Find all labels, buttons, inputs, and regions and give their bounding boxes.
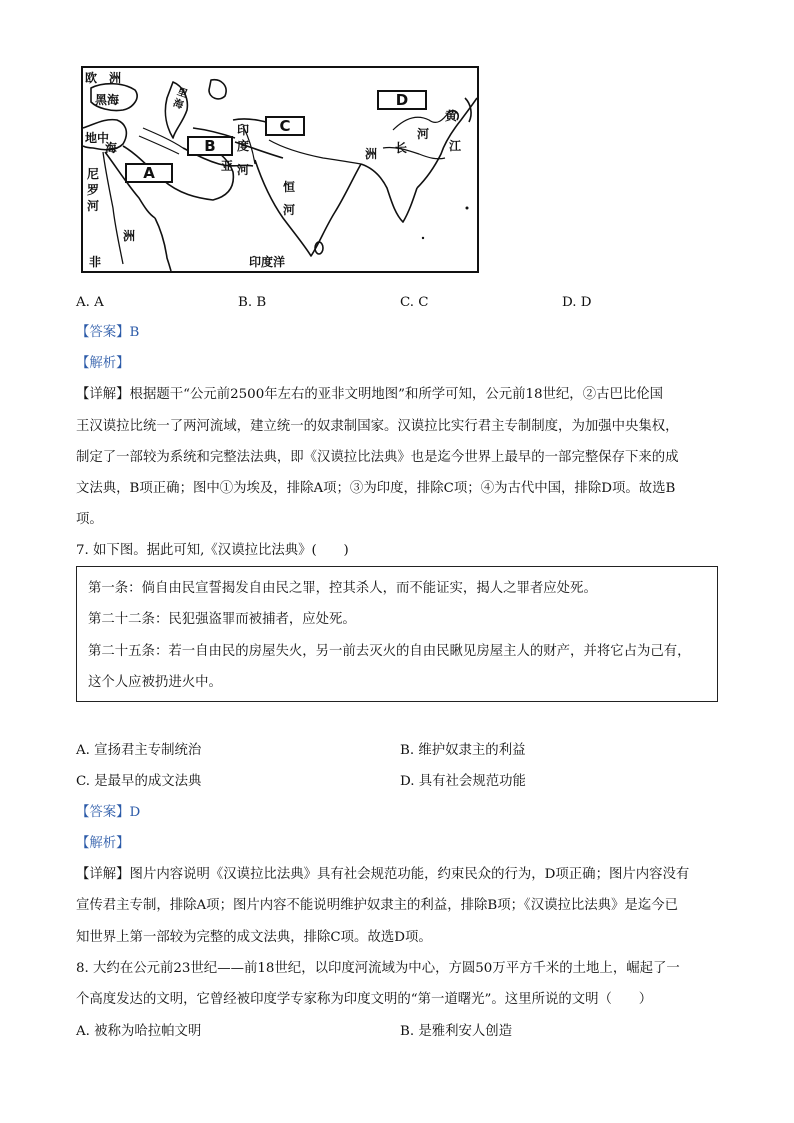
map-box-d: D [377,90,427,110]
label-black-sea: 黑海 [95,93,120,107]
q7-detail-line-1: 【详解】图片内容说明《汉谟拉比法典》具有社会规范功能，约束民众的行为，D项正确；图片内容没有 [76,867,690,882]
label-zhou: 洲 [109,71,122,85]
q8-stem-line-2: 个高度发达的文明，它曾经被印度学专家称为印度文明的“第一道曙光”。这里所说的文明（ ） [76,992,653,1007]
label-caspian: 里海 [171,86,189,112]
map-box-a: A [125,163,173,183]
q7-option-b: B. 维护奴隶主的利益 [400,743,526,758]
quote-line-1: 第一条：倘自由民宣誓揭发自由民之罪，控其杀人，而不能证实，揭人之罪者应处死。 [88,581,597,596]
label-mediterranean: 地中 [85,131,110,145]
label-chang: 长 [395,141,408,155]
q6-detail-line-2: 王汉谟拉比统一了两河流域，建立统一的奴隶制国家。汉谟拉比实行君主专制制度，为加强中央集权， [76,419,679,434]
label-jiang: 江 [449,139,462,153]
q8-option-b: B. 是雅利安人创造 [400,1024,513,1039]
q6-analysis-label: 【解析】 [76,356,130,371]
q6-answer: 【答案】B [76,325,140,340]
quote-line-3: 第二十五条：若一自由民的房屋失火，另一前去灭火的自由民瞅见房屋主人的财产，并将它占为己有， [88,644,691,659]
label-huang: 黄 [445,109,458,123]
label-ya: 亚 [221,159,234,173]
q6-option-a: A. A [76,295,104,310]
label-indian-ocean: 印度洋 [249,255,286,269]
q8-option-a: A. 被称为哈拉帕文明 [76,1024,202,1039]
label-he: 河 [237,163,250,177]
q7-option-c: C. 是最早的成文法典 [76,774,202,789]
q7-detail-line-2: 宣传君主专制，排除A项；图片内容不能说明维护奴隶主的利益，排除B项；《汉谟拉比法典》是迄今已 [76,898,678,913]
quote-line-4: 这个人应被扔进火中。 [88,675,222,690]
label-india: 印度 [237,123,250,154]
label-huanghe-he: 河 [417,127,430,141]
q6-detail-line-3: 制定了一部较为系统和完整法法典，即《汉谟拉比法典》也是迄今世界上最早的一部完整保存下来的成 [76,450,679,465]
q7-detail-line-3: 知世界上第一部较为完整的成文法典，排除C项。故选D项。 [76,930,432,945]
q6-detail-line-1: 【详解】根据题干“公元前2500年左右的亚非文明地图”和所学可知，公元前18世纪，②古巴比伦国 [76,387,664,402]
quote-line-2: 第二十二条：民犯强盗罪而被捕者，应处死。 [88,612,356,627]
map-box-b: B [187,136,233,156]
q7-stem: 7. 如下图。据此可知,《汉谟拉比法典》( ) [76,543,349,558]
q7-option-a: A. 宣扬君主专制统治 [76,743,202,758]
label-europe: 欧 [85,71,98,85]
label-hai: 海 [105,141,118,155]
q6-detail-line-5: 项。 [76,512,103,527]
q6-option-b: B. B [238,295,267,310]
label-ganges: 恒河 [283,180,296,217]
asia-africa-civilization-map [81,66,479,273]
q8-stem-line-1: 8. 大约在公元前23世纪——前18世纪，以印度河流域为中心，方圆50万平方千米的土地上，崛起了一 [76,961,680,976]
label-fei: 非 [89,255,102,269]
q6-option-c: C. C [400,295,429,310]
q6-option-d: D. D [562,295,592,310]
q7-answer: 【答案】D [76,805,141,820]
map-box-c: C [265,116,305,136]
q7-quote-box [76,566,718,702]
q7-option-d: D. 具有社会规范功能 [400,774,526,789]
label-africa-zhou: 洲 [123,229,136,243]
label-nile: 尼罗河 [87,167,100,214]
q6-detail-line-4: 文法典，B项正确；图中①为埃及，排除A项；③为印度，排除C项；④为古代中国，排除D项。故选B [76,481,676,496]
label-asia-zhou: 洲 [365,147,378,161]
q7-analysis-label: 【解析】 [76,836,130,851]
